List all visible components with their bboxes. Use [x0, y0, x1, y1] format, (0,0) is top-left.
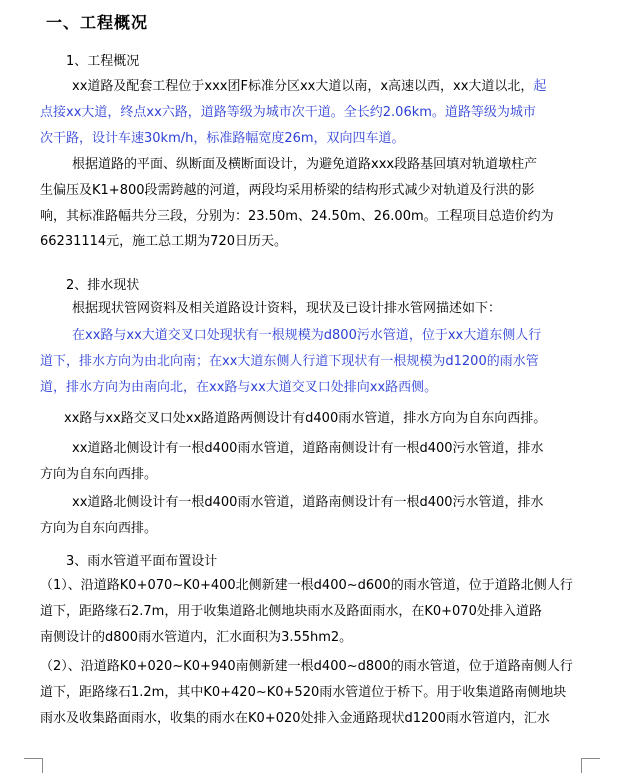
paragraph-item-1 [40, 573, 584, 650]
paragraph-existing-network [40, 323, 580, 400]
ns1-line-2: 方向为自东向西排。 [40, 466, 158, 482]
sections-line-4: 66231114元，施工总工期为720日历天。 [40, 234, 287, 250]
page-corner-mark-left [24, 758, 43, 773]
ns2-line-1: xx道路北侧设计有一根d400雨水管道，道路南侧设计有一根d400污水管道，排水 [72, 495, 544, 510]
ns1-line-1: xx道路北侧设计有一根d400雨水管道，道路南侧设计有一根d400污水管道，排水 [72, 441, 544, 456]
item2-line-1: （2）、沿道路K0+020~K0+940南侧新建一根d400~d800的雨水管道，位于道路南侧人行 [40, 659, 573, 674]
sections-line-2: 生偏压及K1+800段需跨越的河道，两段均采用桥梁的结构形式减少对轨道及行洪的影 [40, 182, 535, 198]
existing-line-2: 道下，排水方向为由北向南；在xx大道东侧人行道下现状有一根规模为d1200的雨水管 [40, 353, 539, 369]
item2-line-2: 道下，距路缘石1.2m，其中K0+420~K0+520雨水管道位于桥下。用于收集道路南侧地块 [40, 684, 567, 700]
item1-line-1: （1）、沿道路K0+070~K0+400北侧新建一根d400~d600的雨水管道，位于道路北侧人行 [40, 578, 573, 593]
item2-line-3: 雨水及收集路面雨水，收集的雨水在K0+020处排入金通路现状d1200雨水管道内，汇水 [40, 710, 550, 726]
overview-line-1-highlight: 起 [533, 79, 547, 94]
item1-line-3: 南侧设计的d800雨水管道内，汇水面积为3.55hm2。 [40, 629, 353, 645]
sections-line-3: 响，其标准路幅共分三段，分别为：23.50m、24.50m、26.00m。工程项目总造价约为 [40, 208, 554, 224]
existing-line-3: 道，排水方向为由南向北，在xx路与xx大道交叉口处排向xx路西侧。 [40, 379, 438, 395]
item1-line-2: 道下，距路缘石2.7m，用于收集道路北侧地块雨水及路面雨水，在K0+070处排入道路 [40, 603, 542, 619]
paragraph-sections [40, 152, 580, 255]
paragraph-north-south-1 [40, 436, 580, 488]
overview-line-2: 点接xx大道，终点xx六路，道路等级为城市次干道。全长约2.06km。道路等级为城市 [40, 104, 536, 120]
paragraph-drainage-intro: 根据现状管网资料及相关道路设计资料，现状及已设计排水管网描述如下： [72, 301, 502, 316]
section-title-1: 1、工程概况 [66, 54, 140, 69]
paragraph-north-south-2 [40, 490, 580, 542]
existing-line-1: 在xx路与xx大道交叉口处现状有一根规模为d800污水管道，位于xx大道东侧人行 [72, 328, 542, 343]
paragraph-overview [40, 74, 580, 151]
ns2-line-2: 方向为自东向西排。 [40, 520, 158, 536]
page-corner-mark-right [581, 758, 600, 773]
section-title-3: 3、雨水管道平面布置设计 [66, 554, 218, 569]
overview-line-3: 次干路，设计车速30km/h，标准路幅宽度26m，双向四车道。 [40, 130, 405, 146]
paragraph-intersection: xx路与xx路交叉口处xx路道路两侧设计有d400雨水管道，排水方向为自东向西排。 [64, 411, 547, 426]
overview-line-1: xx道路及配套工程位于xxx团F标准分区xx大道以南，x高速以西，xx大道以北， [72, 79, 534, 94]
section-title-2: 2、排水现状 [66, 278, 140, 293]
sections-line-1: 根据道路的平面、纵断面及横断面设计，为避免道路xxx段路基回填对轨道墩柱产 [72, 157, 538, 172]
paragraph-item-2 [40, 654, 584, 731]
main-heading: 一、工程概况 [46, 13, 149, 32]
